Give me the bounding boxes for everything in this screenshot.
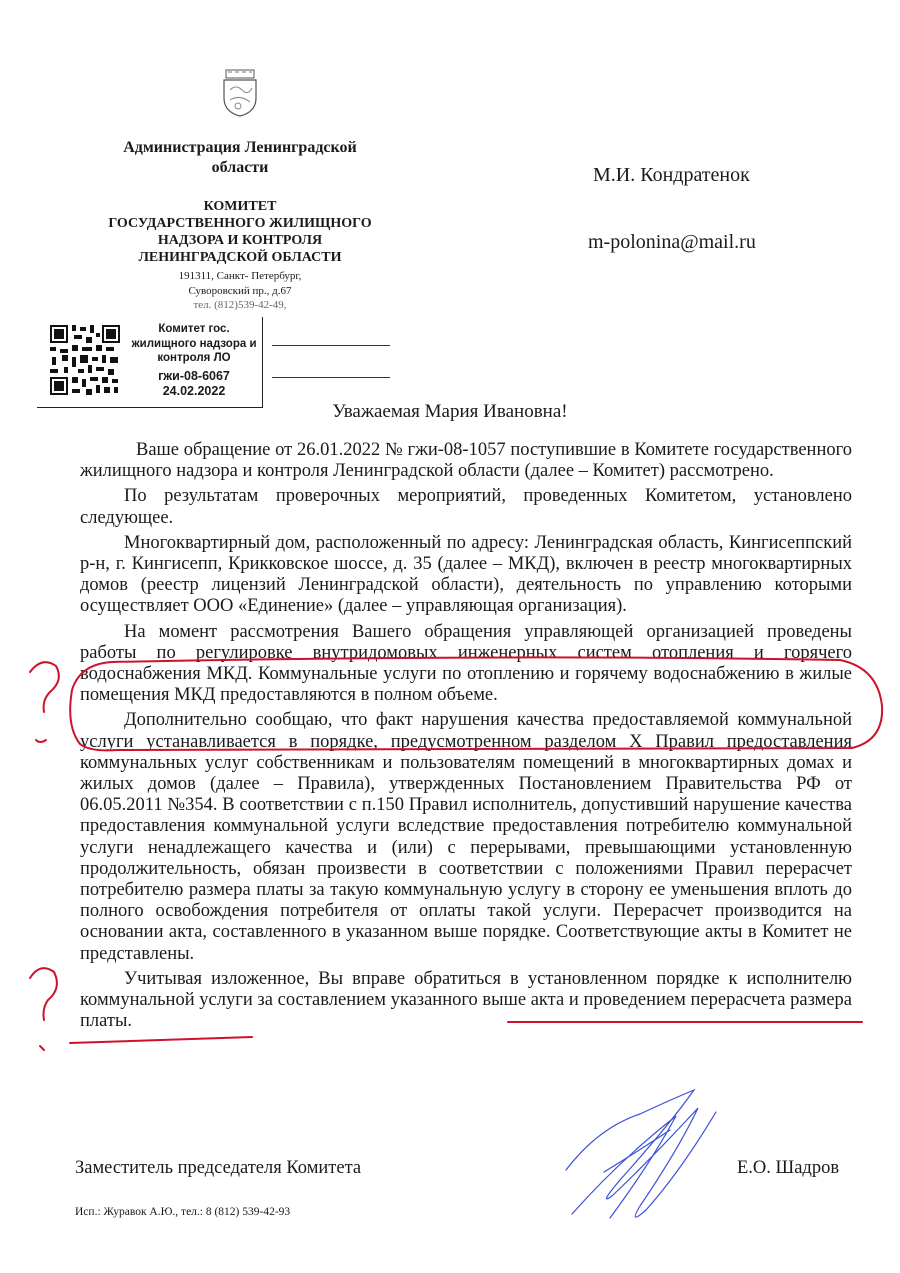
paragraph: На момент рассмотрения Вашего обращения управляющей организацией проведены работы по регулировке внутридомовых инженерных систем отопления и горячего водоснабжения МКД. Коммунальные услуги по отоплению и горячему водоснабжению в жилые помещения МКД предоставляются в полном объеме. xyxy=(80,621,852,706)
stamp-date: 24.02.2022 xyxy=(162,384,226,398)
org-address: 191311, Санкт- Петербург, Суворовский пр., д.67 xyxy=(178,270,302,297)
executor-note: Исп.: Журавок А.Ю., тел.: 8 (812) 539-42-93 xyxy=(75,1206,291,1218)
paragraph: Учитывая изложенное, Вы вправе обратиться в установленном порядке к исполнителю коммунальной услуги за составлением указанного выше акта и проведением перерасчета размера платы. xyxy=(80,968,852,1032)
coat-of-arms-icon xyxy=(218,68,262,118)
org-phone: тел. (812)539-42-49, xyxy=(193,299,287,311)
salutation: Уважаемая Мария Ивановна! xyxy=(332,401,568,422)
recipient-name: М.И. Кондратенок xyxy=(593,164,750,186)
qr-code-icon xyxy=(48,323,122,397)
letter-body xyxy=(80,440,852,1036)
signatory-title: Заместитель председателя Комитета xyxy=(75,1158,362,1178)
registration-line xyxy=(272,345,390,346)
underline-marking xyxy=(70,1037,252,1043)
paragraph: По результатам проверочных мероприятий, проведенных Комитетом, установлено следующее. xyxy=(80,486,852,528)
signature-icon xyxy=(566,1090,716,1218)
question-mark-icon xyxy=(30,662,59,712)
signatory-name: Е.О. Шадров xyxy=(737,1158,840,1178)
recipient-email: m-polonina@mail.ru xyxy=(588,231,756,253)
stamp-number: гжи-08-6067 xyxy=(158,369,230,383)
registration-line xyxy=(272,377,390,378)
stamp-registration xyxy=(124,369,264,399)
stamp-org: Комитет гос. жилищного надзора и контроля ЛО xyxy=(131,323,257,364)
committee-name: КОМИТЕТ ГОСУДАРСТВЕННОГО ЖИЛИЩНОГО НАДЗОРА И КОНТРОЛЯ ЛЕНИНГРАДСКОЙ ОБЛАСТИ xyxy=(108,199,372,265)
paragraph: Многоквартирный дом, расположенный по адресу: Ленинградская область, Кингисеппский р-н, г. Кингисепп, Крикковское шоссе, д. 35 (далее – МКД), включен в реестр многоквартирных домов (реестр лицензий Ленинградской области), деятельность по управлению которыми осуществляет ООО «Единение» (далее – управляющая организация). xyxy=(80,532,852,617)
question-mark-icon xyxy=(30,968,57,1020)
paragraph: Ваше обращение от 26.01.2022 № гжи-08-1057 поступившие в Комитете государственного жилищного надзора и контроля Ленинградской области (далее – Комитет) рассмотрено. xyxy=(80,440,852,482)
paragraph: Дополнительно сообщаю, что факт нарушения качества предоставляемой коммунальной услуги устанавливается в порядке, предусмотренном разделом X Правил предоставления коммунальных услуг собственникам и пользователям помещений в многоквартирных домах и жилых домов (далее – Правила), утвержденных Постановлением Правительства РФ от 06.05.2011 №354. В соответствии с п.150 Правил исполнитель, допустивший нарушение качества предоставления коммунальной услуги вследствие предоставления потребителю коммунальной услуги ненадлежащего качества и (или) с перерывами, превышающими установленную продолжительность, обязан произвести в соответствии с положениями Правил перерасчет потребителю размера платы за такую коммунальную услугу в сторону ее уменьшения вплоть до полного освобождения потребителя от оплаты такой услуги. Перерасчет производится на основании акта, составленного в указанном выше порядке. Соответствующие акты в Комитет не представлены. xyxy=(80,710,852,964)
org-name: Администрация Ленинградской области xyxy=(123,139,357,176)
